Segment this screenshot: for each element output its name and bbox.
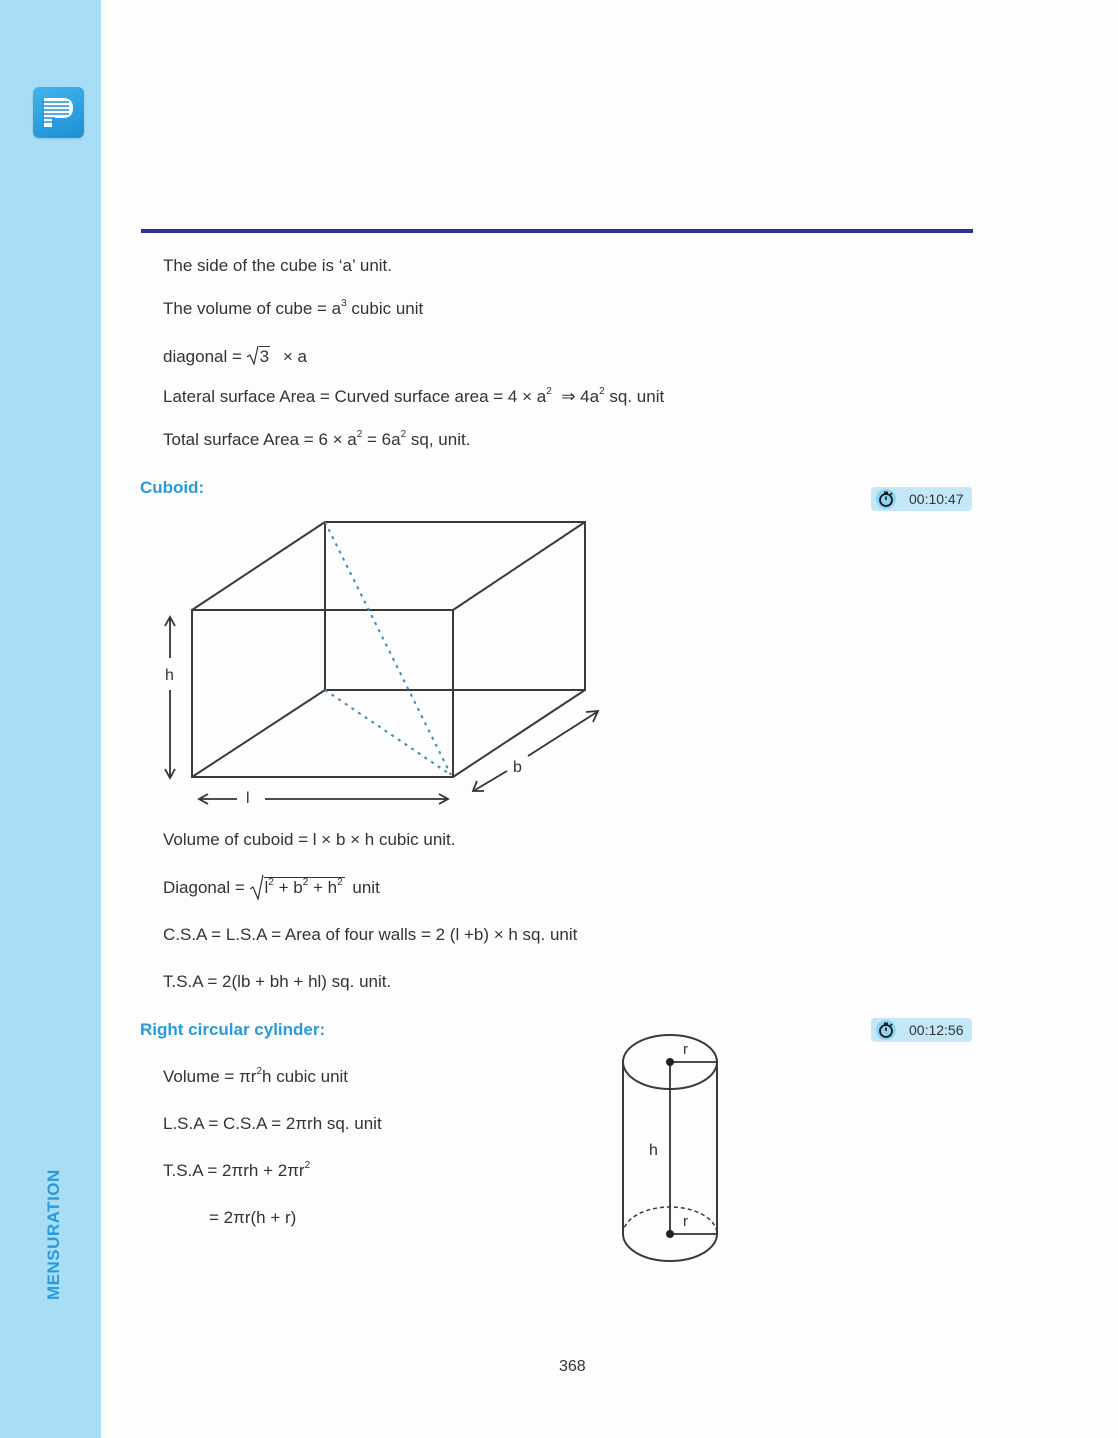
- cuboid-tsa-formula: T.S.A = 2(lb + bh + hl) sq. unit.: [163, 972, 392, 991]
- cylinder-video-timer[interactable]: [871, 1018, 972, 1042]
- cuboid-csa-formula: C.S.A = L.S.A = Area of four walls = 2 (l +b) × h sq. unit: [163, 925, 578, 944]
- cuboid-label-h: h: [165, 667, 174, 684]
- timer-text: 00:10:47: [909, 491, 964, 507]
- cuboid-diagram: [150, 510, 620, 815]
- stopwatch-icon: [875, 488, 897, 510]
- timer-text: 00:12:56: [909, 1022, 964, 1038]
- stopwatch-icon: [875, 1019, 897, 1041]
- cuboid-label-b: b: [513, 759, 522, 776]
- cylinder-label-r-bottom: r: [683, 1213, 688, 1230]
- cuboid-label-l: l: [246, 790, 250, 807]
- cube-lsa-formula: Lateral surface Area = Curved surface area = $4 \times a^2$ ⇒ $4a^2$ sq. unit: [163, 386, 665, 406]
- cylinder-lsa-formula: L.S.A = C.S.A = 2πrh sq. unit: [163, 1114, 382, 1133]
- cube-tsa-formula: Total surface Area = $6 \times a^2 = 6a^2$ sq, unit.: [163, 429, 471, 449]
- cylinder-heading: Right circular cylinder:: [140, 1020, 326, 1039]
- sqrt-symbol: $l^2 + b^2 + h^2$: [250, 874, 345, 900]
- chapter-label: MENSURATION: [44, 1169, 63, 1300]
- cuboid-video-timer[interactable]: [871, 487, 972, 511]
- cube-side-text: The side of the cube is ‘a’ unit.: [163, 256, 393, 275]
- cylinder-tsa-simplified: = 2πr(h + r): [209, 1208, 297, 1227]
- page-number: 368: [559, 1358, 586, 1375]
- cylinder-diagram: [612, 1028, 728, 1270]
- header-rule: [141, 229, 973, 233]
- book-p-logo-icon: [33, 87, 84, 138]
- sqrt-symbol: 3: [247, 345, 270, 367]
- cuboid-heading: Cuboid:: [140, 478, 205, 497]
- cylinder-label-h: h: [649, 1142, 658, 1159]
- cylinder-volume-formula: Volume = $\pi r^2h$ cubic unit: [163, 1066, 349, 1086]
- cube-diagonal-formula: diagonal = 3 × a: [163, 347, 307, 366]
- cube-volume-formula: The volume of cube = $a^3$ cubic unit: [163, 298, 424, 318]
- cylinder-tsa-formula: $T.S.A = 2\pi rh + 2\pi r^2$: [163, 1160, 311, 1180]
- cuboid-diagonal-formula: Diagonal = $l^2 + b^2 + h^2$ unit: [163, 874, 380, 900]
- cuboid-volume-formula: Volume of cuboid = l × b × h cubic unit.: [163, 830, 456, 849]
- cylinder-label-r-top: r: [683, 1041, 688, 1058]
